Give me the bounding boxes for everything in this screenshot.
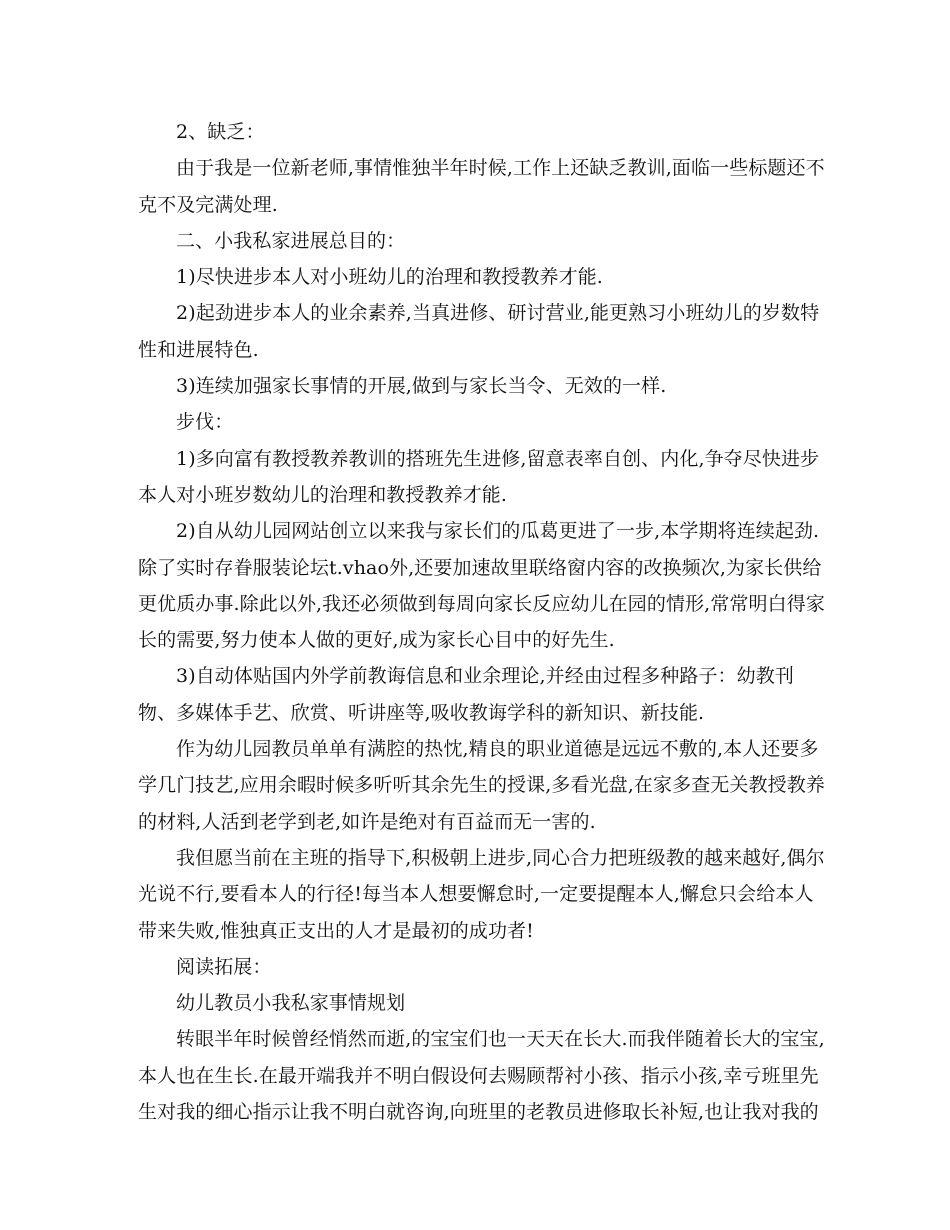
paragraph-extended-reading-heading: 阅读拓展： [176,955,272,978]
paragraph-lack-description: 由于我是一位新老师,事情惟独半年时候,工作上还缺乏教训,面临一些标题还不克不及完满处理. [138,157,825,216]
paragraph-skills: 作为幼儿园教员单单有满腔的热忱,精良的职业道德是远远不敷的,本人还要多学几门技艺,应用余暇时候多听听其余先生的授课,多看光盘,在家多查无关教授教养的材料,人活到老学到老,如许是绝对有百益而无一害的. [138,738,825,833]
document-body [138,114,828,1130]
paragraph-goal-3: 3)连续加强家长事情的开展,做到与家长当令、无效的一样. [176,375,667,398]
paragraph-hope: 我但愿当前在主班的指导下,积极朝上进步,同心合力把班级教的越来越好,偶尔光说不行,要看本人的行径!每当本人想要懈怠时,一定要提醒本人,懈怠只会给本人带来失败,惟独真正支出的人才是最初的成功者! [138,846,825,942]
paragraph-step-1: 1)多向富有教授教养教训的搭班先生进修,留意表率自创、内化,争夺尽快进步本人对小班岁数幼儿的治理和教授教养才能. [138,447,820,506]
paragraph-section-lack-heading: 2、缺乏： [176,121,265,143]
paragraph-step-2: 2)自从幼儿园网站创立以来我与家长们的瓜葛更进了一步,本学期将连续起劲.除了实时存眷服装论坛t.vhao外,还要加速故里联络窗内容的改换频次,为家长供给更优质办事.除此以外,我还必须做到每周向家长反应幼儿在园的情形,常常明白得家长的需要,努力使本人做的更好,成为家长心目中的好先生. [138,520,825,652]
paragraph-goals-heading: 二、小我私家进展总目的： [176,229,406,252]
paragraph-plan-intro: 转眼半年时候曾经悄然而逝,的宝宝们也一天天在长大.而我伴随着长大的宝宝,本人也在生长.在最开端我并不明白假设何去赐顾帮衬小孩、指示小孩,幸亏班里先生对我的细心指示让我不明白就咨询,向班里的老教员进修取长补短,也让我对我的 [138,1028,825,1124]
paragraph-step-3: 3)自动体贴国内外学前教诲信息和业余理论,并经由过程多种路子：幼教刊物、多媒体手艺、欣赏、听讲座等,吸收教诲学科的新知识、新技能. [138,665,794,724]
paragraph-plan-title: 幼儿教员小我私家事情规划 [176,992,406,1015]
paragraph-goal-1: 1)尽快进步本人对小班幼儿的治理和教授教养才能. [176,266,603,289]
paragraph-goal-2: 2)起劲进步本人的业余素养,当真进修、研讨营业,能更熟习小班幼儿的岁数特性和进展特色. [138,302,820,361]
paragraph-steps-heading: 步伐： [176,411,234,434]
